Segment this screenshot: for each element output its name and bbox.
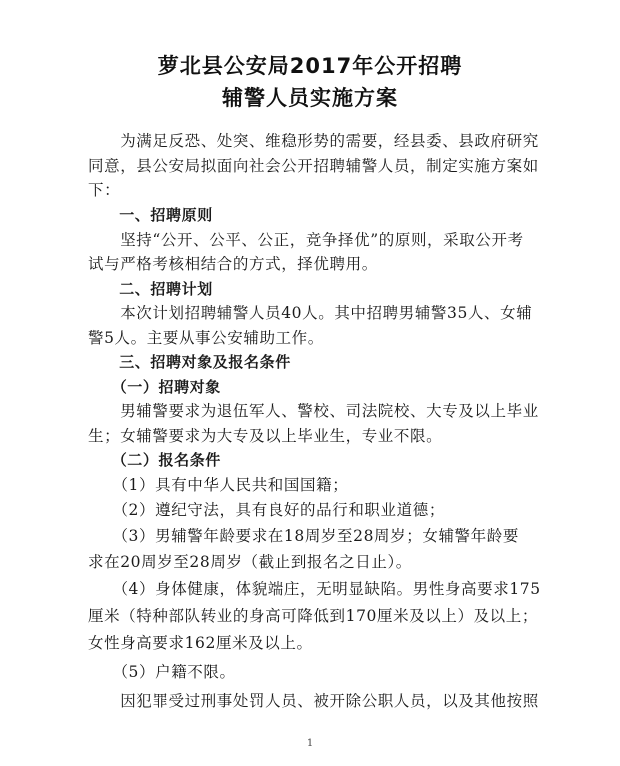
body-line: 厘米（特种部队转业的身高可降低到170厘米及以上）及以上； [88, 607, 538, 625]
subsection-heading: （一）招聘对象 [88, 378, 221, 396]
body-line: 同意，县公安局拟面向社会公开招聘辅警人员，制定实施方案如 [88, 157, 539, 175]
body-line: 本次计划招聘辅警人员40人。其中招聘男辅警35人、女辅 [88, 304, 533, 322]
page-number: 1 [306, 738, 314, 749]
body-line: （3）男辅警年龄要求在18周岁至28周岁；女辅警年龄要 [88, 527, 519, 545]
body-line: 下： [88, 181, 121, 199]
body-line: 男辅警要求为退伍军人、警校、司法院校、大专及以上毕业 [88, 402, 539, 420]
document-title-line2: 辅警人员实施方案 [222, 86, 398, 110]
body-line: （4）身体健康，体貌端庄，无明显缺陷。男性身高要求175 [88, 580, 541, 598]
body-line: 为满足反恐、处突、维稳形势的需要，经县委、县政府研究 [88, 132, 539, 150]
section-heading: 二、招聘计划 [88, 280, 213, 298]
body-line: （5）户籍不限。 [88, 663, 236, 681]
body-line: 生；女辅警要求为大专及以上毕业生，专业不限。 [88, 427, 443, 445]
body-line: （2）遵纪守法，具有良好的品行和职业道德； [88, 501, 445, 519]
document-title-line1: 萝北县公安局2017年公开招聘 [157, 54, 463, 78]
subsection-heading: （二）报名条件 [88, 451, 221, 469]
section-heading: 一、招聘原则 [88, 206, 213, 224]
section-heading: 三、招聘对象及报名条件 [88, 353, 291, 371]
body-line: 女性身高要求162厘米及以上。 [88, 634, 313, 652]
body-line: 坚持“公开、公平、公正，竞争择优”的原则，采取公开考 [88, 231, 524, 249]
body-line: 求在20周岁至28周岁（截止到报名之日止）。 [88, 553, 412, 571]
body-line: 因犯罪受过刑事处罚人员、被开除公职人员，以及其他按照 [88, 692, 539, 710]
body-line: （1）具有中华人民共和国国籍； [88, 476, 349, 494]
body-line: 试与严格考核相结合的方式，择优聘用。 [88, 255, 378, 273]
body-line: 警5人。主要从事公安辅助工作。 [88, 329, 324, 347]
